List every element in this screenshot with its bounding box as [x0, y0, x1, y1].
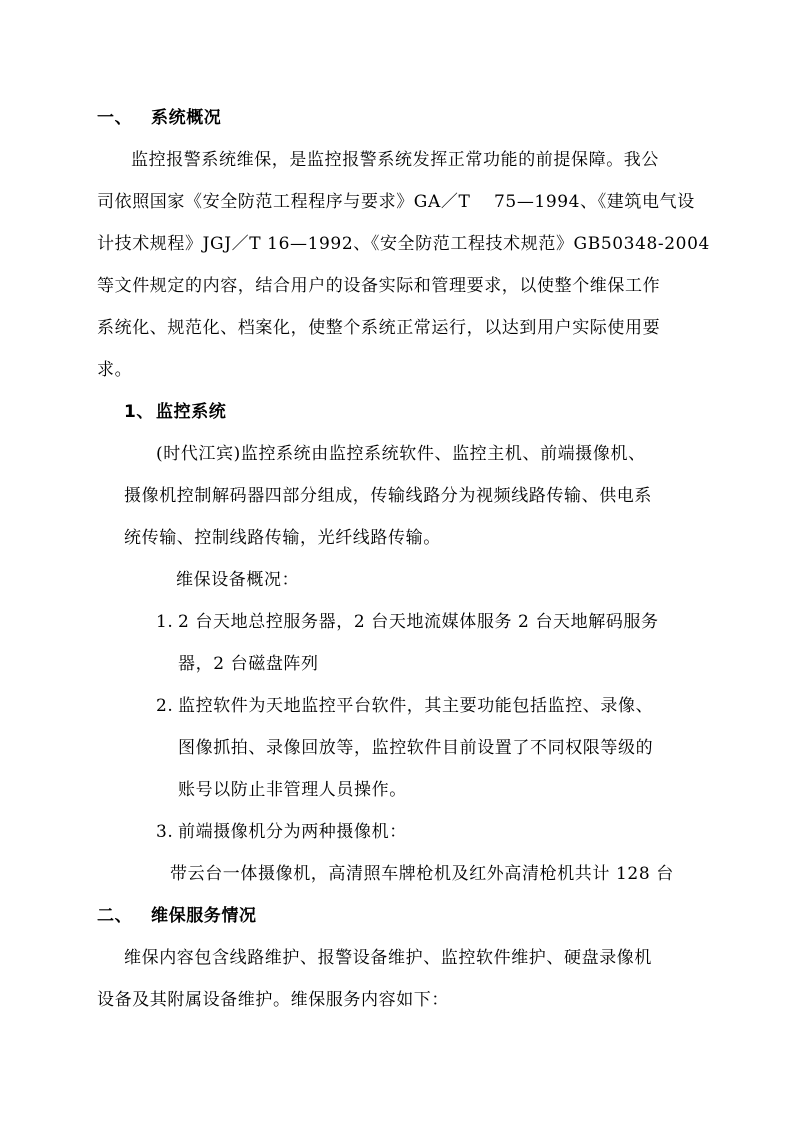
subsection-1-paragraph-line: (时代江宾)监控系统由监控系统软件、监控主机、前端摄像机、: [156, 444, 646, 464]
list-marker: 1.: [156, 612, 174, 632]
section-2-number: 二、: [97, 906, 133, 926]
subsection-1-heading: [124, 401, 226, 423]
section-1-paragraph-line: 求。: [97, 360, 133, 380]
list-marker: 2.: [156, 696, 174, 716]
section-1-heading: [97, 107, 221, 129]
list-item-line: 监控软件为天地监控平台软件，其主要功能包括监控、录像、: [178, 696, 654, 716]
list-item-line: 器，2 台磁盘阵列: [178, 654, 319, 674]
subsection-1-paragraph-line: 统传输、控制线路传输，光纤线路传输。: [124, 528, 441, 548]
subsection-1-title: 监控系统: [156, 402, 227, 422]
section-2-title: 维保服务情况: [151, 906, 257, 926]
section-2-heading: [97, 905, 257, 927]
section-1-title: 系统概况: [151, 108, 222, 128]
section-1-paragraph-line: 监控报警系统维保，是监控报警系统发挥正常功能的前提保障。我公: [131, 150, 659, 170]
list-item-3: [156, 821, 407, 843]
list-item-1: [156, 611, 659, 633]
section-1-paragraph-line: 计技术规程》JGJ／T 16—1992、《安全防范工程技术规范》GB50348-2004: [97, 234, 710, 254]
section-1-paragraph-line: 司依照国家《安全防范工程程序与要求》GA／T 75—1994、《建筑电气设: [97, 192, 695, 212]
section-2-paragraph-line: 维保内容包含线路维护、报警设备维护、监控软件维护、硬盘录像机: [124, 948, 652, 968]
equipment-heading: 维保设备概况：: [176, 570, 300, 590]
list-item-line: 账号以防止非管理人员操作。: [178, 780, 407, 800]
subsection-1-paragraph-line: 摄像机控制解码器四部分组成，传输线路分为视频线路传输、供电系: [124, 486, 652, 506]
list-item-2: [156, 695, 653, 717]
list-item-line: 2 台天地总控服务器，2 台天地流媒体服务 2 台天地解码服务: [178, 612, 659, 632]
list-marker: 3.: [156, 822, 174, 842]
list-item-line: 图像抓拍、录像回放等，监控软件目前设置了不同权限等级的: [178, 738, 654, 758]
section-1-paragraph-line: 等文件规定的内容，结合用户的设备实际和管理要求，以使整个维保工作: [97, 276, 661, 296]
camera-summary: 带云台一体摄像机，高清照车牌枪机及红外高清枪机共计 128 台: [170, 864, 674, 884]
section-1-paragraph-line: 系统化、规范化、档案化，使整个系统正常运行，以达到用户实际使用要: [97, 318, 661, 338]
section-1-number: 一、: [97, 108, 133, 128]
list-item-line: 前端摄像机分为两种摄像机：: [178, 822, 407, 842]
subsection-1-number: 1、: [124, 402, 155, 422]
section-2-paragraph-line: 设备及其附属设备维护。维保服务内容如下：: [97, 990, 449, 1010]
